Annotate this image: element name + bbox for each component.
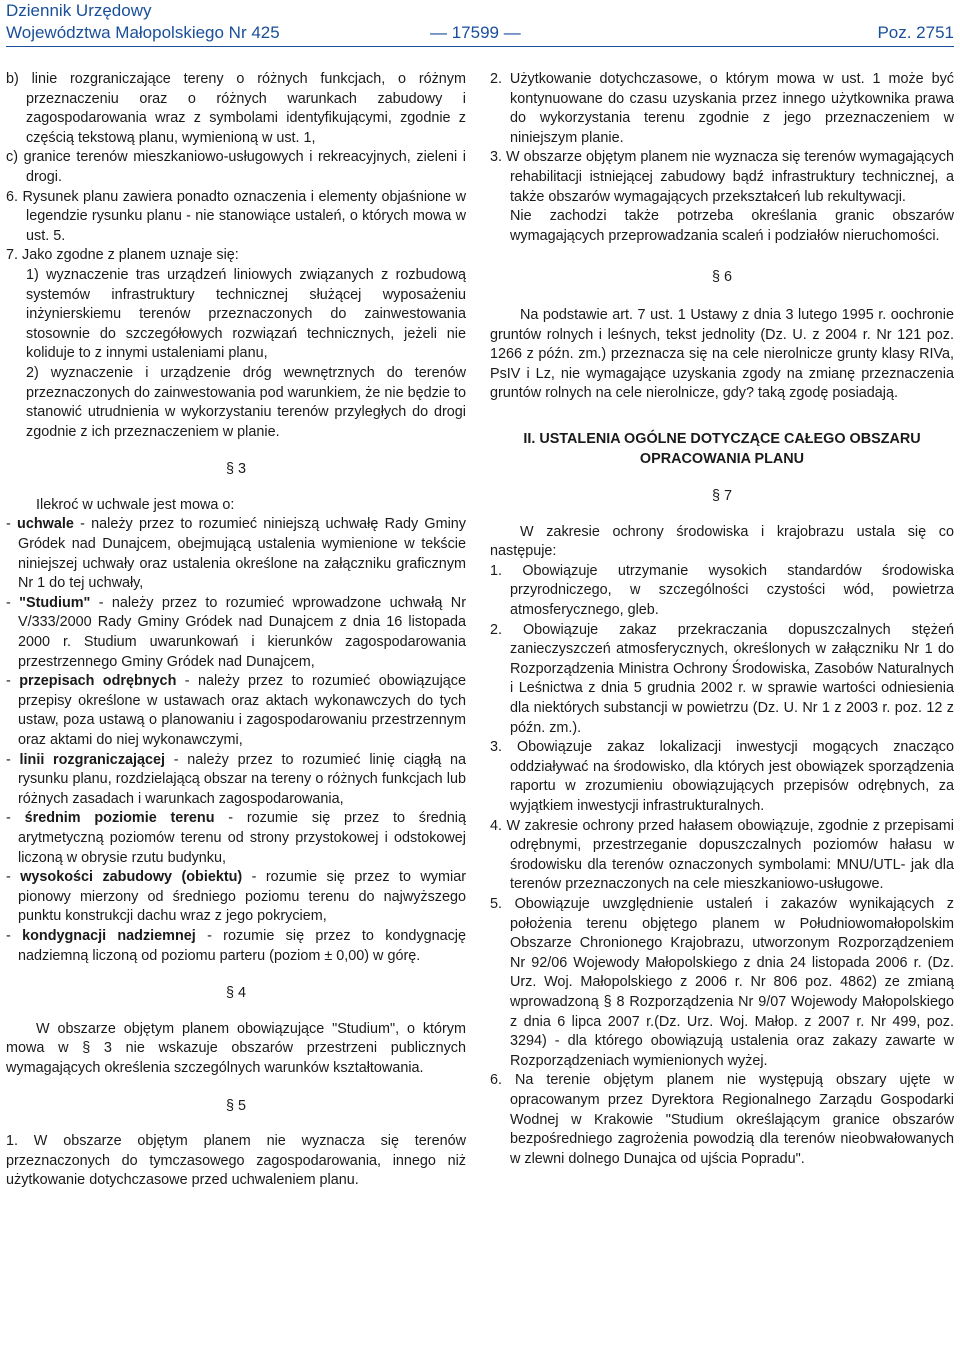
- header-rule: [6, 46, 954, 47]
- definition-term: kondygnacji nadziemnej: [22, 927, 196, 944]
- paragraph-c: c) granice terenów mieszkaniowo-usługowych i rekreacyjnych, zieleni i drogi.: [6, 149, 466, 185]
- section-3-intro: Ilekroć w uchwale jest mowa o:: [36, 496, 235, 513]
- definition-text: - należy przez to rozumieć obowiązujące przepisy określone w ustawach oraz aktach wykonawczych do tych ustaw, poza ustawą o planowaniu i zagospodarowaniu przestrzennym oraz aktami do niej wykonawczymi,: [18, 673, 466, 748]
- definition-term: przepisach odrębnych: [19, 673, 177, 690]
- journal-region: Województwa Małopolskiego Nr 425: [6, 23, 280, 42]
- definition-text: - rozumie się przez to wymiar pionowy mierzony od średniego poziomu terenu do najwyższego punktu konstrukcji dachu wraz z jego pokryciem,: [18, 869, 466, 925]
- paragraph-6: 6. Rysunek planu zawiera ponadto oznaczenia i elementy objaśnione w legendzie rysunku planu - nie stanowiące ustaleń, o których mowa w ust. 5.: [6, 188, 466, 244]
- paragraph-7: 7. Jako zgodne z planem uznaje się:: [6, 247, 239, 264]
- definition-term: "Studium": [19, 594, 91, 611]
- left-column: [6, 70, 466, 1191]
- definition-term: wysokości zabudowy (obiektu): [20, 869, 243, 886]
- section-title-line-2: OPRACOWANIA PLANU: [639, 450, 805, 467]
- section-4-heading: § 4: [225, 985, 246, 1002]
- journal-title: Dziennik Urzędowy: [6, 1, 152, 20]
- section-3-heading: § 3: [225, 461, 246, 478]
- definition-text: - należy przez to rozumieć wprowadzone uchwałą Nr V/333/2000 Rady Gminy Gródek nad Dunajcem z dnia 16 listopada 2000 r. Studium uwarunkowań i kierunków zagospodarowania przestrzennego Gminy Gródek nad Dunajcem,: [18, 594, 466, 670]
- definition-term: średnim poziomie terenu: [24, 810, 215, 827]
- section-4-text: W obszarze objętym planem obowiązujące "Studium", o którym mowa w § 3 nie wskazuje obszarów przestrzeni publicznych wymagających określenia szczególnych warunków kształtowania.: [6, 1020, 466, 1076]
- definition-item: - "Studium" - należy przez to rozumieć wprowadzone uchwałą Nr V/333/2000 Rady Gminy Gródek nad Dunajcem z dnia 16 listopada 2000 r. Studium uwarunkowań i kierunków zagospodarowania przestrzennego Gminy Gródek nad Dunajcem,: [6, 594, 466, 670]
- section-7-item: 1. Obowiązuje utrzymanie wysokich standardów środowiska przyrodniczego, w szczególności czystości wód, powietrza atmosferycznego, gleb.: [490, 562, 954, 619]
- definition-text: - rozumie się przez to średnią arytmetyczną poziomów terenu od strony przystokowej i odstokowej liczoną w obrysie rzutu budynku,: [18, 810, 466, 866]
- paragraph-7-1: 1) wyznaczenie tras urządzeń liniowych związanych z rozbudową systemów infrastruktury technicznej służącej wyposażeniu inżynierskiemu terenów przeznaczonych do zainwestowania stosownie do szczegółowych rozwiązań technicznych, jeżeli nie koliduje to z innymi ustaleniami planu,: [26, 266, 466, 362]
- section-5-point-1: 1. W obszarze objętym planem nie wyznacza się terenów przeznaczonych do tymczasowego zagospodarowania, innego niż użytkowanie dotychczasowe przed uchwaleniem planu.: [6, 1133, 466, 1189]
- section-title: [490, 430, 954, 469]
- position-number: Poz. 2751: [877, 23, 954, 42]
- definition-item: - uchwale - należy przez to rozumieć niniejszą uchwałę Rady Gminy Gródek nad Dunajcem, obejmującą ustalenia wymienione w tekście niniejszej uchwały oraz ustalenia określone na załączniku graficznym Nr 1 do tej uchwały,: [6, 516, 466, 592]
- section-7-items: [490, 562, 954, 1169]
- definitions-list: [6, 515, 466, 966]
- section-7-item: 3. Obowiązuje zakaz lokalizacji inwestycji mogących znacząco oddziaływać na środowisko, dla których jest obowiązek sporządzenia raportu w zrozumieniu obowiązujących przepisów odrębnych, za wyjątkiem inwestycji infrastrukturalnych.: [490, 739, 954, 814]
- section-7-item: 6. Na terenie objętym planem nie występują obszary ujęte w opracowanym przez Dyrektora Regionalnego Zarządu Gospodarki Wodnej w Krakowie "Studium określającym granice obszarów bezpośredniego zagrożenia powodzią dla terenów nieobwałowanych w zlewni dolnego Dunajca od ujścia Popradu".: [490, 1072, 954, 1167]
- definition-item: - linii rozgraniczającej - należy przez to rozumieć linię ciągłą na rysunku planu, rozdzielającą obszar na tereny o różnych funkcjach lub różnych zasadach i warunkach zagospodarowania,: [6, 751, 467, 807]
- right-column: [490, 70, 954, 1169]
- section-5-point-2: 2. Użytkowanie dotychczasowe, o którym mowa w ust. 1 może być kontynuowane do czasu uzyskania przez innego użytkownika prawa do wykorzystania terenu zgodnie z jego przeznaczeniem w niniejszym planie.: [490, 71, 954, 146]
- section-5-heading: § 5: [225, 1097, 246, 1114]
- section-7-item: 5. Obowiązuje uwzględnienie ustaleń i zakazów wynikających z położenia terenu objętego planem w Południowomałopolskim Obszarze Chronionego Krajobrazu, utworzonym Rozporządzeniem Nr 92/06 Wojewody Małopolskiego z dnia 24 listopada 2006 r. (Dz. Urz. Woj. Małopolskiego z 2006 r. Nr 806 poz. 4862) ze zmianą wprowadzoną § 8 Rozporządzenia Nr 9/07 Wojewody Małopolskiego z dnia 6 lipca 2007 r.(Dz. Urz. Woj. Małop. z 2007 r. Nr 499, poz. 3294) - dla którego obowiązują ustalenia oraz zakazy zawarte w Rozporządzeniach wymienionych wyżej.: [490, 895, 954, 1069]
- definition-item: - kondygnacji nadziemnej - rozumie się przez to kondygnację nadziemną liczoną od poziomu parteru (poziom ± 0,00) w górę.: [6, 927, 466, 964]
- paragraph-b: b) linie rozgraniczające tereny o różnych funkcjach, o różnym przeznaczeniu oraz o różnych warunkach zabudowy i zagospodarowania wraz z symbolami identyfikującymi, zgodnie z częścią tekstową planu, wymienioną w ust. 1,: [6, 71, 466, 146]
- page-number: — 17599 —: [430, 23, 521, 42]
- definition-text: - rozumie się przez to kondygnację nadziemną liczoną od poziomu parteru (poziom ± 0,00) w górę.: [18, 927, 466, 964]
- definition-text: - należy przez to rozumieć linię ciągłą na rysunku planu, rozdzielającą obszar na tereny o różnych funkcjach lub różnych zasadach i warunkach zagospodarowania,: [18, 751, 467, 807]
- definition-item: - wysokości zabudowy (obiektu) - rozumie się przez to wymiar pionowy mierzony od średniego poziomu terenu do najwyższego punktu konstrukcji dachu wraz z jego pokryciem,: [6, 869, 466, 925]
- section-title-line-1: II. USTALENIA OGÓLNE DOTYCZĄCE CAŁEGO OBSZARU: [523, 430, 921, 447]
- section-5-point-3: 3. W obszarze objętym planem nie wyznacza się terenów wymagających rehabilitacji istniejącej zabudowy bądź infrastruktury technicznej, a także obszarów wymagających przekształceń lub rekultywacji.: [490, 149, 954, 205]
- section-6-text: Na podstawie art. 7 ust. 1 Ustawy z dnia 3 lutego 1995 r. oochronie gruntów rolnych i leśnych, tekst jednolity (Dz. U. z 2004 r. Nr 121 poz. 1266 z późn. zm.) przeznacza się na cele nierolnicze grunty klasy RIVa, PsIV i Lz, nie wymagające uzyskania zgody na zmianę przeznaczenia gruntów rolnych na cele nierolnicze, gdy? taką zgodę posiadają.: [490, 306, 954, 402]
- section-5-point-3b: Nie zachodzi także potrzeba określania granic obszarów wymagających przeprowadzania scaleń i podziałów nieruchomości.: [510, 208, 954, 244]
- paragraph-7-2: 2) wyznaczenie i urządzenie dróg wewnętrznych do terenów przeznaczonych do zainwestowania pod warunkiem, że nie będzie to stanowić utrudnienia w wykorzystaniu terenów przyległych do drogi zgodnie z ich przeznaczeniem w planie.: [26, 364, 466, 440]
- section-7-item: 4. W zakresie ochrony przed hałasem obowiązuje, zgodnie z przepisami odrębnymi, przestrzeganie dopuszczalnych poziomów hałasu w środowisku dla terenów oznaczonych symbolami: MNU/UTL- jak dla terenów przeznaczonych na cele mieszkaniowo-usługowe.: [490, 817, 954, 893]
- section-7-item: 2. Obowiązuje zakaz przekraczania dopuszczalnych stężeń zanieczyszczeń atmosferycznych, określonych w załączniku Nr 1 do Rozporządzenia Ministra Ochrony Środowiska, Zasobów Naturalnych i Leśnictwa z dnia 5 grudnia 2002 r. w sprawie wartości odniesienia dla niektórych substancji w powietrzu (Dz. U. Nr 1 z 2003 r. poz. 12 z późn. zm.).: [490, 621, 954, 736]
- section-7-heading: § 7: [711, 488, 732, 505]
- section-6-heading: § 6: [711, 269, 732, 286]
- definition-item: - średnim poziomie terenu - rozumie się przez to średnią arytmetyczną poziomów terenu od strony przystokowej i odstokowej liczoną w obrysie rzutu budynku,: [6, 810, 466, 866]
- definition-term: uchwale: [17, 516, 74, 533]
- definition-item: - przepisach odrębnych - należy przez to rozumieć obowiązujące przepisy określone w ustawach oraz aktach wykonawczych do tych ustaw, poza ustawą o planowaniu i zagospodarowaniu przestrzennym oraz aktami do niej wykonawczymi,: [6, 673, 466, 748]
- definition-term: linii rozgraniczającej: [19, 751, 166, 768]
- definition-text: - należy przez to rozumieć niniejszą uchwałę Rady Gminy Gródek nad Dunajcem, obejmującą ustalenia wymienione w tekście niniejszej uchwały oraz ustalenia określone na załączniku graficznym Nr 1 do tej uchwały,: [18, 516, 466, 592]
- section-7-intro: W zakresie ochrony środowiska i krajobrazu ustala się co następuje:: [490, 523, 954, 560]
- page-header: [0, 0, 960, 48]
